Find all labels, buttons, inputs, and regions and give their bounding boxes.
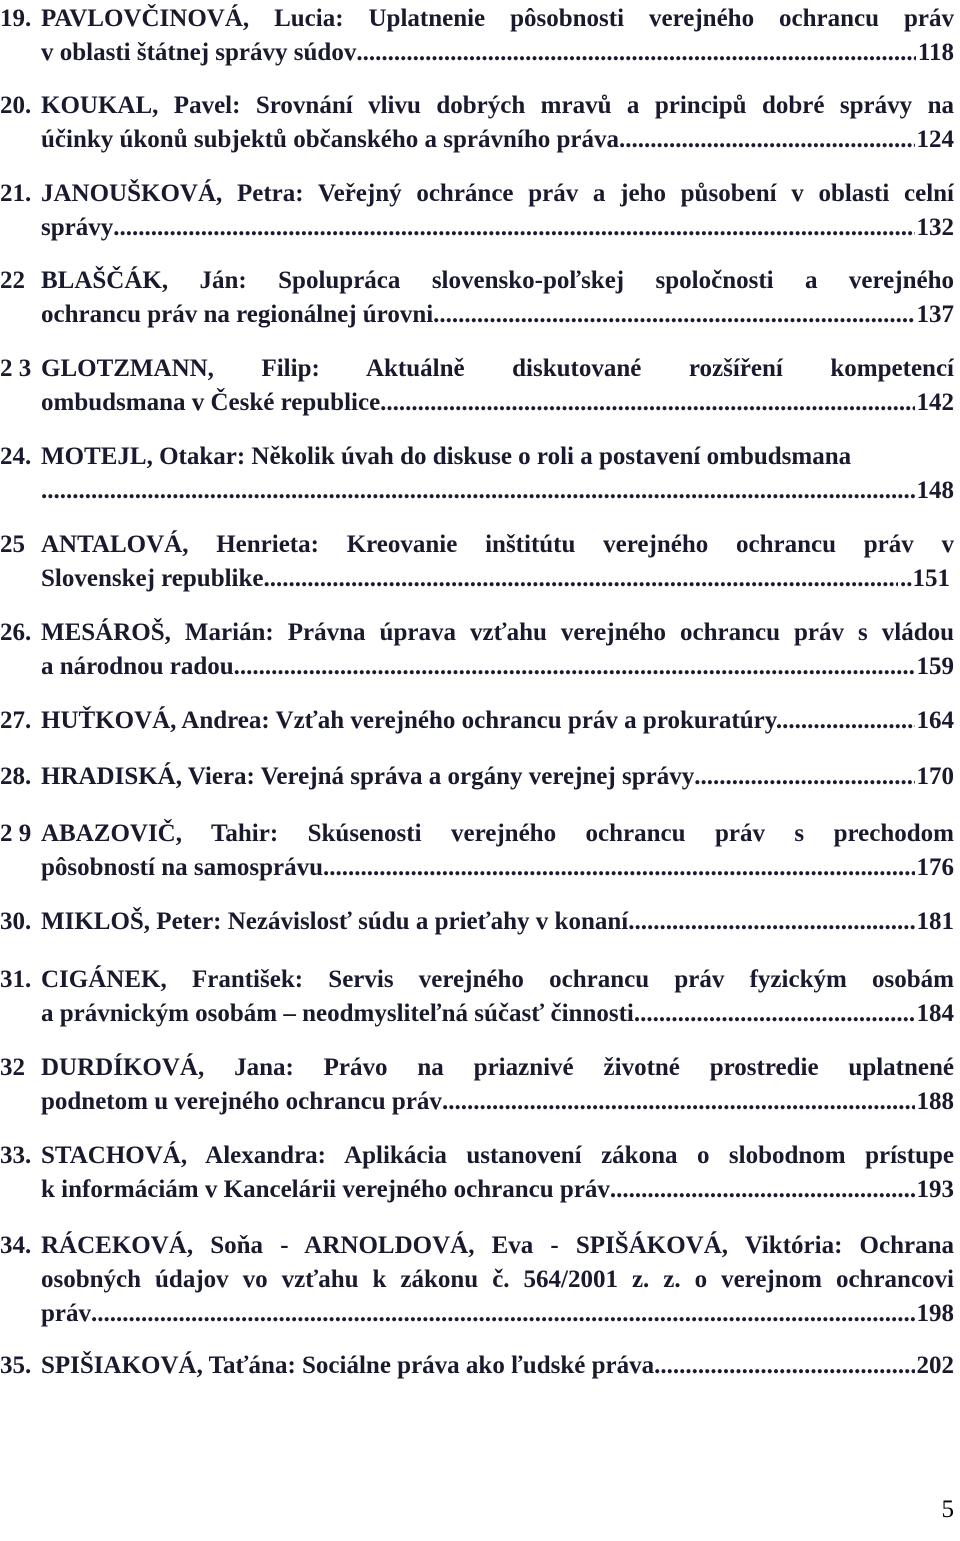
entry-title-line: [41, 563, 950, 595]
entry-title-line: [41, 3, 954, 35]
entry-number: 24.: [0, 443, 32, 470]
dot-leader: [782, 705, 914, 737]
dot-leader: [356, 37, 916, 69]
entry-number: 26.: [0, 619, 32, 646]
entry-title-line: [41, 1174, 954, 1206]
entry-title-line: [41, 964, 954, 996]
dot-leader: [380, 387, 914, 419]
entry-title: SPIŠIAKOVÁ, Taťána: Sociálne práva ako ľudské práva: [41, 1352, 655, 1379]
dot-leader: [610, 1174, 915, 1206]
entry-title-line: [41, 90, 954, 122]
entry-title-line: [41, 761, 954, 793]
dot-leader: [234, 651, 915, 683]
entry-number: 27.: [0, 707, 32, 734]
entry-page: 137: [916, 301, 954, 328]
entry-page: 193: [916, 1176, 954, 1203]
entry-page: ..151: [900, 565, 950, 592]
entry-title: k informáciám v Kancelárii verejného ochrancu práv: [41, 1176, 610, 1203]
entry-title: ombudsmana v České republice: [41, 389, 381, 416]
entry-title-line: [41, 265, 954, 297]
entry-title: DURDÍKOVÁ, Jana: Právo na priaznivé životné prostredie uplatnené: [41, 1054, 954, 1081]
entry-title-line: [41, 906, 954, 938]
entry-title-line: [41, 212, 954, 244]
entry-page: 198: [916, 1300, 954, 1327]
entry-title-line: [41, 353, 954, 385]
entry-title: PAVLOVČINOVÁ, Lucia: Uplatnenie pôsobnosti verejného ochrancu práv: [41, 5, 954, 32]
entry-page: 188: [916, 1088, 954, 1115]
entry-page: 176: [916, 854, 954, 881]
entry-page: 184: [916, 1000, 954, 1027]
entry-number: 22: [0, 267, 25, 294]
entry-title: MESÁROŠ, Marián: Právna úprava vzťahu verejného ochrancu práv s vládou: [41, 619, 954, 646]
entry-number: 2 3: [0, 355, 32, 382]
entry-title: HRADISKÁ, Viera: Verejná správa a orgány verejnej správy: [41, 763, 695, 790]
entry-title: GLOTZMANN, Filip: Aktuálně diskutované rozšíření kompetencí: [41, 355, 954, 382]
dot-leader: [264, 563, 899, 595]
entry-number: 21.: [0, 180, 32, 207]
entry-title: práv: [41, 1300, 91, 1327]
entry-number: 30.: [0, 908, 32, 935]
entry-title: ABAZOVIČ, Tahir: Skúsenosti verejného ochrancu práv s prechodom: [41, 820, 954, 847]
dot-leader: [634, 998, 915, 1030]
entry-title: MOTEJL, Otakar: Několik úvah do diskuse o roli a postavení ombudsmana: [41, 443, 852, 470]
entry-title-line: [41, 1086, 954, 1118]
dot-leader: [91, 1298, 915, 1330]
entry-title: účinky úkonů subjektů občanského a správního práva: [41, 126, 619, 153]
entry-number: 34.: [0, 1232, 32, 1259]
entry-page: 164: [916, 707, 954, 734]
entry-number: 28.: [0, 763, 32, 790]
entry-title: BLAŠČÁK, Ján: Spolupráca slovensko-poľskej spoločnosti a verejného: [41, 267, 954, 294]
entry-title-line: [41, 124, 954, 156]
dot-leader: [628, 906, 914, 938]
entry-page: 202: [916, 1352, 954, 1379]
entry-title-line: [41, 387, 954, 419]
entry-number: 20.: [0, 92, 32, 119]
entry-title-line: [41, 1350, 954, 1382]
entry-number: 35.: [0, 1352, 32, 1379]
entry-title-line: [41, 1264, 954, 1296]
entry-page: 132: [916, 214, 954, 241]
dot-leader: [433, 299, 914, 331]
entry-number: 19.: [0, 5, 32, 32]
dot-leader: [323, 852, 914, 884]
entry-title: ANTALOVÁ, Henrieta: Kreovanie inštitútu verejného ochrancu práv v: [41, 531, 954, 558]
entry-title-line: [41, 1140, 954, 1172]
entry-number: 33.: [0, 1142, 32, 1169]
entry-title: osobných údajov vo vzťahu k zákonu č. 564/2001 z. z. o verejnom ochrancovi: [41, 1266, 954, 1293]
dot-leader: [619, 124, 915, 156]
dot-leader: [654, 1350, 914, 1382]
entry-page: 142: [916, 389, 954, 416]
entry-title-line: [41, 651, 954, 683]
dot-leader: [41, 475, 915, 507]
entry-title: KOUKAL, Pavel: Srovnání vlivu dobrých mravů a principů dobré správy na: [41, 92, 954, 119]
entry-title-line: [41, 441, 954, 473]
entry-title-line: [41, 705, 954, 737]
entry-page: 159: [916, 653, 954, 680]
entry-title: správy: [41, 214, 114, 241]
entry-number: 31.: [0, 966, 32, 993]
entry-title: podnetom u verejného ochrancu práv: [41, 1088, 442, 1115]
entry-title: v oblasti štátnej správy súdov: [41, 39, 357, 66]
page-number: 5: [941, 1496, 954, 1523]
entry-title: a právnickým osobám – neodmysliteľná súčasť činnosti: [41, 1000, 634, 1027]
entry-title: RÁCEKOVÁ, Soňa - ARNOLDOVÁ, Eva - SPIŠÁKOVÁ, Viktória: Ochrana: [41, 1232, 954, 1259]
entry-page: 124: [916, 126, 954, 153]
entry-number: 2 9: [0, 820, 32, 847]
dot-leader: [694, 761, 914, 793]
entry-title: MIKLOŠ, Peter: Nezávislosť súdu a prieťahy v konaní: [41, 908, 629, 935]
entry-title: JANOUŠKOVÁ, Petra: Veřejný ochránce práv a jeho působení v oblasti celní: [41, 180, 954, 207]
entry-title-line: [41, 617, 954, 649]
entry-title: a národnou radou: [41, 653, 234, 680]
entry-title: CIGÁNEK, František: Servis verejného ochrancu práv fyzickým osobám: [41, 966, 954, 993]
entry-title-line: [41, 1298, 954, 1330]
entry-title: ochrancu práv na regionálnej úrovni: [41, 301, 434, 328]
entry-title: pôsobností na samosprávu: [41, 854, 324, 881]
entry-title-line: [41, 998, 954, 1030]
entry-page: 170: [916, 763, 954, 790]
entry-page: 148: [916, 477, 954, 504]
entry-title-line: [41, 37, 954, 69]
entry-title-line: [41, 475, 954, 507]
entry-page: 118: [917, 39, 954, 66]
entry-title: Slovenskej republike: [41, 565, 264, 592]
entry-title-line: [41, 852, 954, 884]
entry-title-line: [41, 818, 954, 850]
entry-title-line: [41, 178, 954, 210]
entry-title-line: [41, 299, 954, 331]
dot-leader: [442, 1086, 915, 1118]
entry-number: 25: [0, 531, 25, 558]
entry-title-line: [41, 1230, 954, 1262]
entry-title-line: [41, 529, 954, 561]
entry-number: 32: [0, 1054, 25, 1081]
entry-page: 181: [916, 908, 954, 935]
entry-title: STACHOVÁ, Alexandra: Aplikácia ustanovení zákona o slobodnom prístupe: [41, 1142, 954, 1169]
entry-title: HUŤKOVÁ, Andrea: Vzťah verejného ochrancu práv a prokuratúry.: [41, 707, 783, 734]
entry-title-line: [41, 1052, 954, 1084]
dot-leader: [113, 212, 914, 244]
